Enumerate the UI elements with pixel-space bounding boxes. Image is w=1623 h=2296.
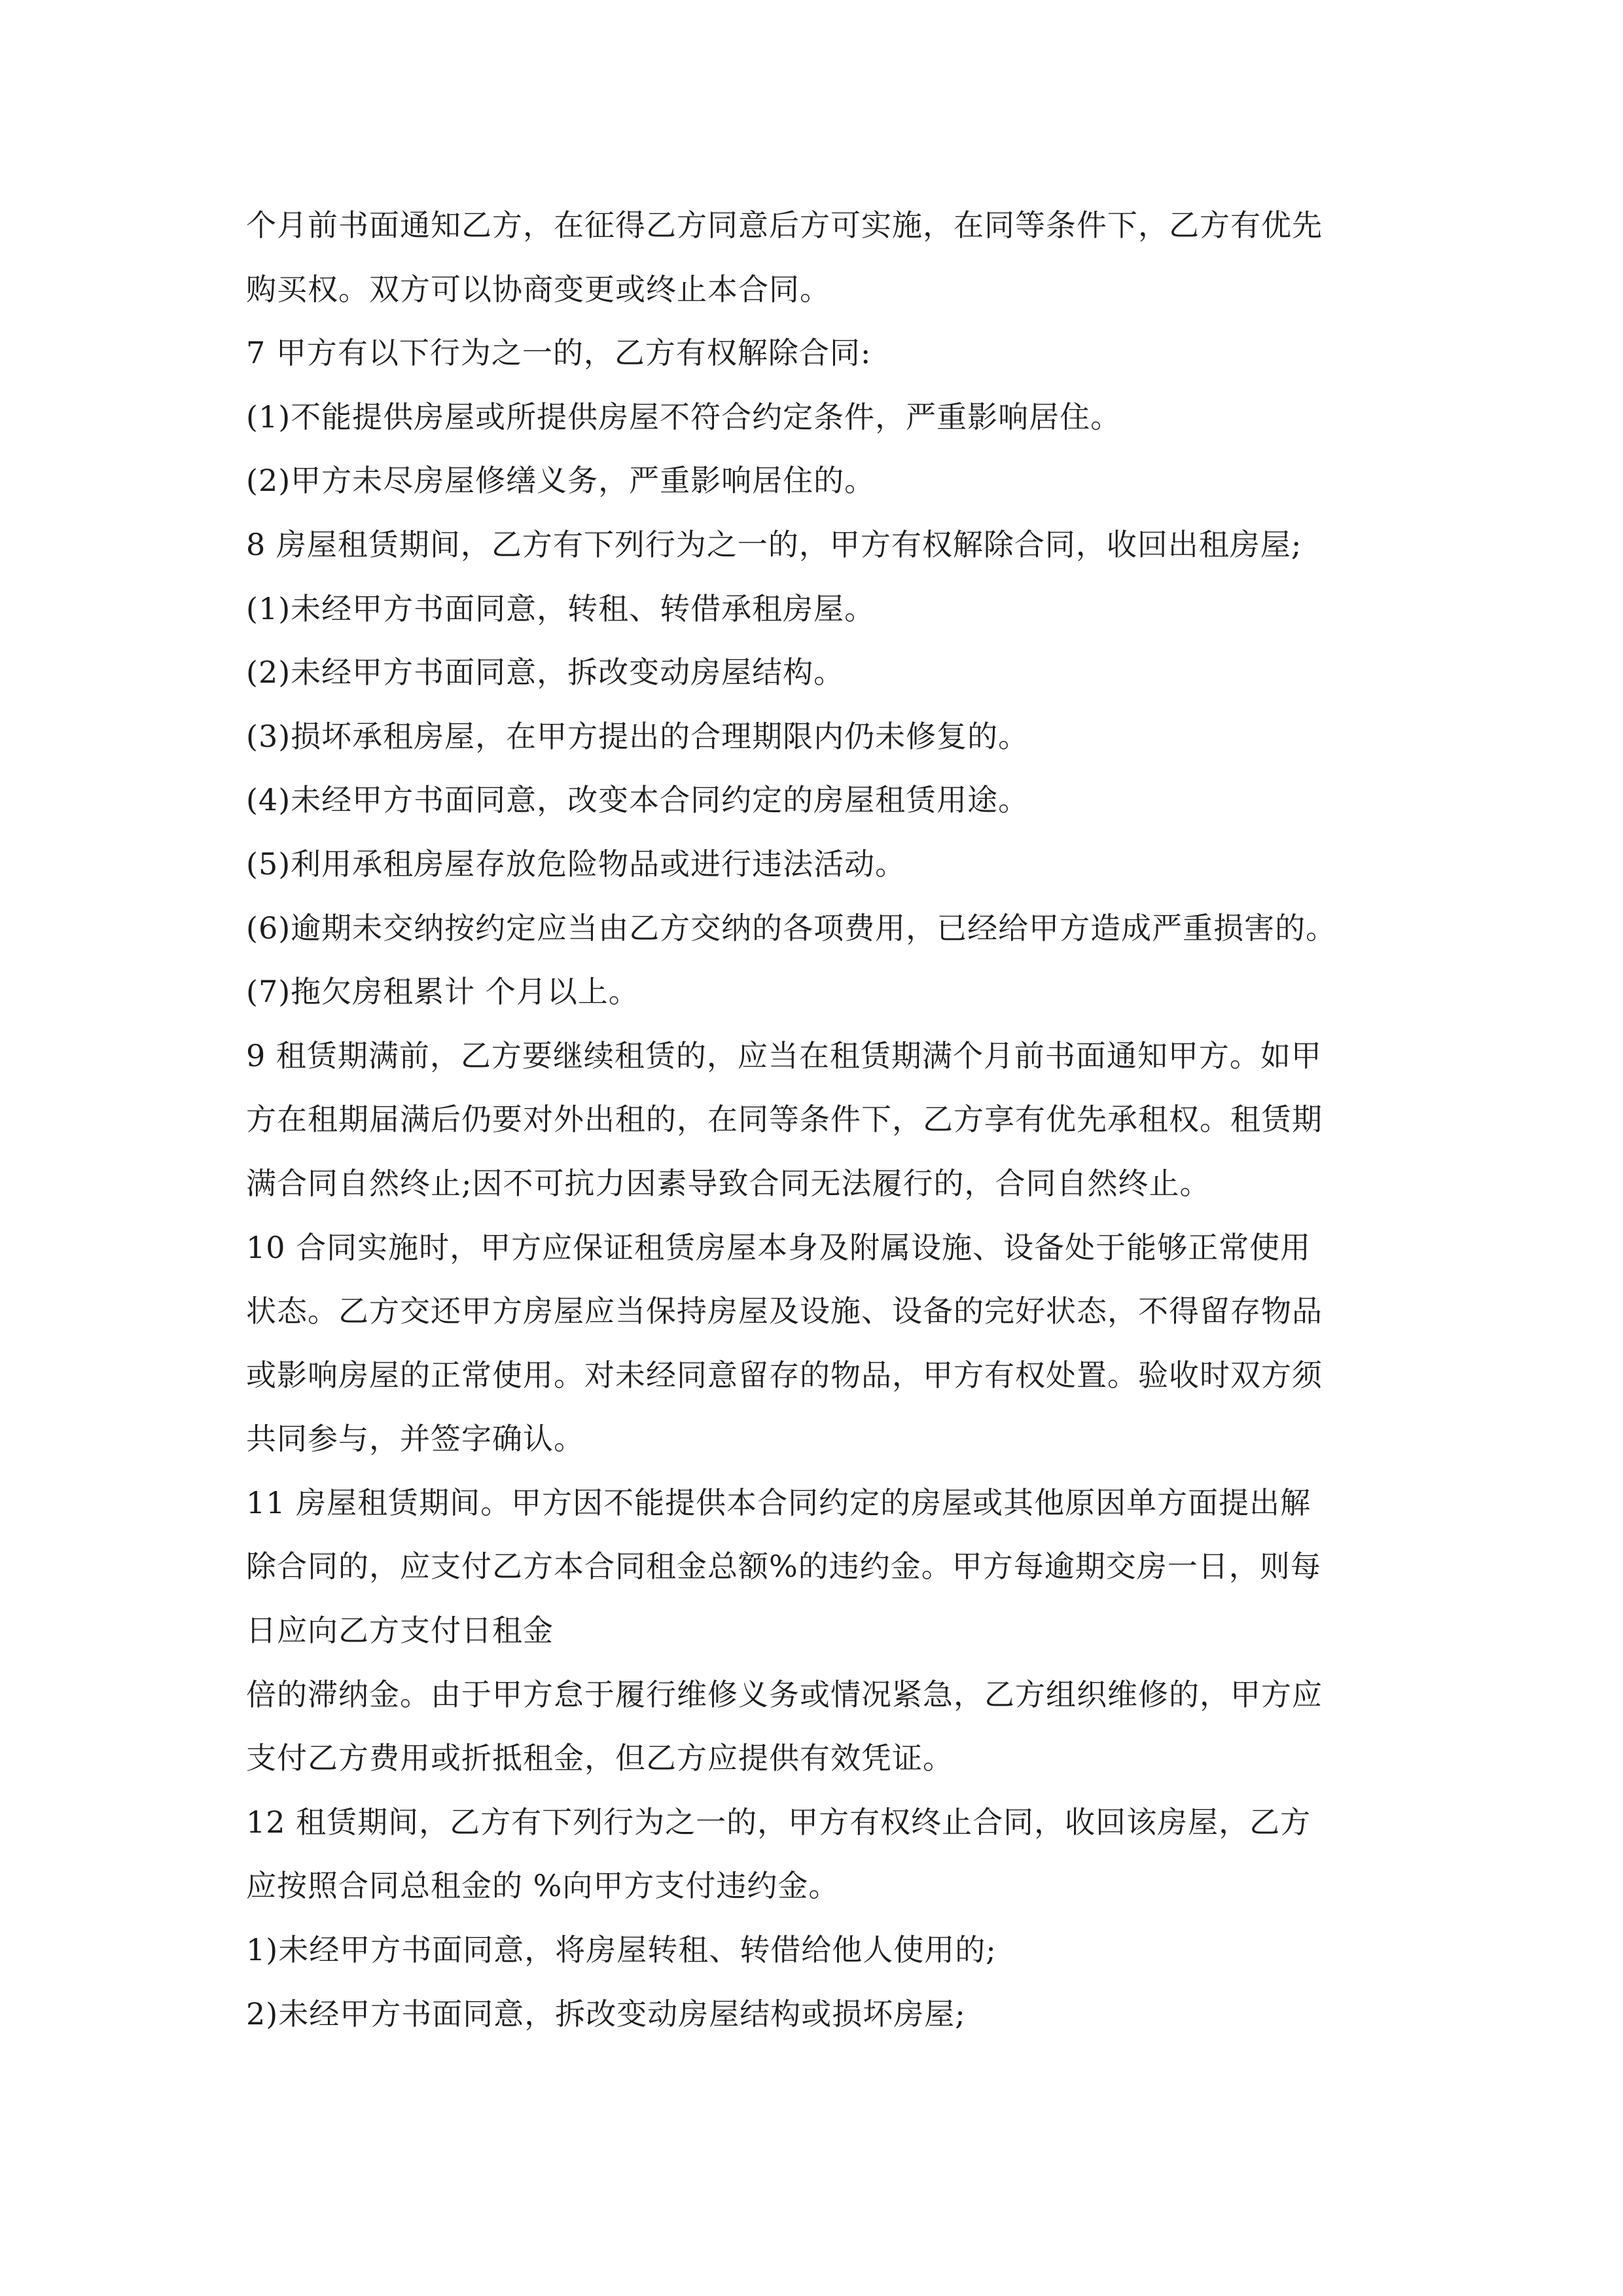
text-line: (5)利用承租房屋存放危险物品或进行违法活动。 — [246, 846, 906, 882]
text-line: 应按照合同总租金的 %向甲方支付违约金。 — [246, 1868, 840, 1904]
text-line: (1)不能提供房屋或所提供房屋不符合约定条件，严重影响居住。 — [246, 399, 1122, 435]
text-line: (7)拖欠房租累计 个月以上。 — [246, 974, 639, 1010]
contract-body-text — [246, 194, 1398, 2046]
text-line: 满合同自然终止;因不可抗力因素导致合同无法履行的，合同自然终止。 — [246, 1165, 1211, 1201]
text-line: 除合同的，应支付乙方本合同租金总额%的违约金。甲方每逾期交房一日，则每 — [246, 1549, 1321, 1585]
text-line: 日应向乙方支付日租金 — [246, 1613, 554, 1649]
text-line: (3)损坏承租房屋，在甲方提出的合理期限内仍未修复的。 — [246, 718, 1029, 754]
text-line: (1)未经甲方书面同意，转租、转借承租房屋。 — [246, 590, 876, 626]
text-line: (6)逾期未交纳按约定应当由乙方交纳的各项费用，已经给甲方造成严重损害的。 — [246, 910, 1337, 946]
text-line: (4)未经甲方书面同意，改变本合同约定的房屋租赁用途。 — [246, 782, 1029, 818]
clause-9-text: 9 租赁期满前，乙方要继续租赁的，应当在租赁期满个月前书面通知甲方。如甲 — [246, 1037, 1322, 1073]
text-line: (2)甲方未尽房屋修缮义务，严重影响居住的。 — [246, 463, 876, 499]
text-line: 状态。乙方交还甲方房屋应当保持房屋及设施、设备的完好状态，不得留存物品 — [246, 1293, 1323, 1329]
clause-12-text: 12 租赁期间，乙方有下列行为之一的，甲方有权终止合同，收回该房屋，乙方 — [246, 1804, 1311, 1840]
clause-10-text: 10 合同实施时，甲方应保证租赁房屋本身及附属设施、设备处于能够正常使用 — [246, 1229, 1311, 1265]
text-line: 倍的滞纳金。由于甲方怠于履行维修义务或情况紧急，乙方组织维修的，甲方应 — [246, 1676, 1323, 1712]
text-line: 个月前书面通知乙方，在征得乙方同意后方可实施，在同等条件下，乙方有优先 — [246, 207, 1323, 243]
text-line: 购买权。双方可以协商变更或终止本合同。 — [246, 271, 830, 307]
text-line: 1)未经甲方书面同意，将房屋转租、转借给他人使用的; — [246, 1932, 997, 1968]
text-line: 或影响房屋的正常使用。对未经同意留存的物品，甲方有权处置。验收时双方须 — [246, 1357, 1323, 1393]
clause-8-heading: 8 房屋租赁期间，乙方有下列行为之一的，甲方有权解除合同，收回出租房屋; — [246, 526, 1302, 562]
clause-11-text: 11 房屋租赁期间。甲方因不能提供本合同约定的房屋或其他原因单方面提出解 — [246, 1484, 1311, 1520]
text-line: 支付乙方费用或折抵租金，但乙方应提供有效凭证。 — [246, 1740, 954, 1776]
clause-7-heading: 7 甲方有以下行为之一的，乙方有权解除合同: — [246, 335, 872, 371]
text-line: 共同参与，并签字确认。 — [246, 1421, 584, 1457]
text-line: 2)未经甲方书面同意，拆改变动房屋结构或损坏房屋; — [246, 1996, 966, 2032]
text-line: (2)未经甲方书面同意，拆改变动房屋结构。 — [246, 655, 845, 691]
text-line: 方在租期届满后仍要对外出租的，在同等条件下，乙方享有优先承租权。租赁期 — [246, 1102, 1323, 1138]
